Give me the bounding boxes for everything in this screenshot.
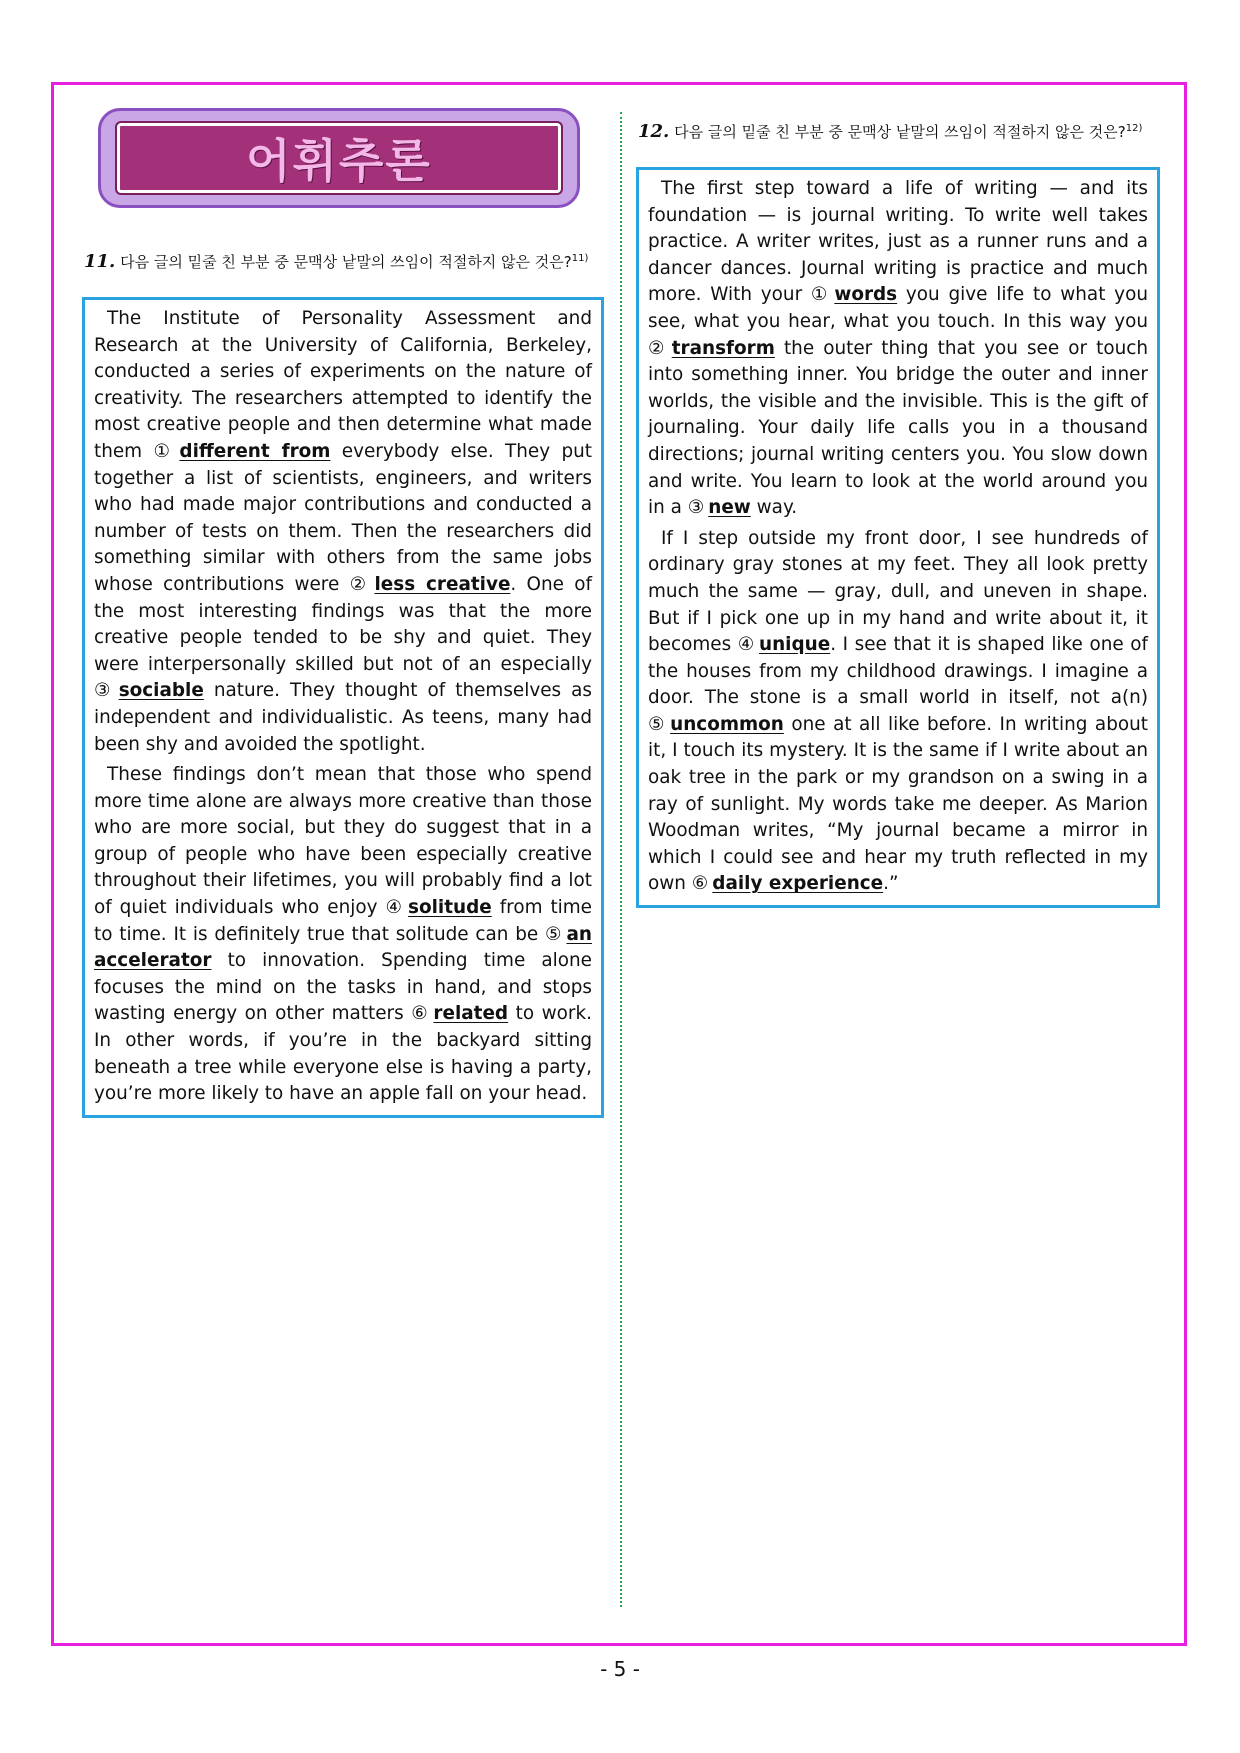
passage-text: to work. In other words, if you’re in the backyard sitting beneath a tree while everyone else is having a party, you’re more likely to have an apple fall on your head. [94,1003,592,1105]
question-11-prompt [84,248,604,273]
underlined-choice[interactable]: transform [671,337,775,359]
underlined-choice[interactable]: uncommon [670,713,784,735]
passage-text: .” [883,873,899,895]
choice-marker: ⑥ [411,1003,430,1025]
choice-marker: ① [810,284,831,306]
underlined-choice[interactable]: words [834,284,898,306]
passage-text: the outer thing that you see or touch into something inner. You bridge the outer and inner worlds, the visible and the invisible. This is the gift of journaling. Your daily life calls you in a thousand directions; journal writing centers you. You slow down and write. You learn to look at the world around you in a [648,337,1148,519]
choice-marker: ⑥ [691,873,709,895]
choice-marker: ④ [385,897,405,919]
passage-text: . I see that it is shaped like one of the houses from my childhood drawings. I imagine a door. The stone is a small world in itself, not a(n) [648,634,1148,709]
footnote-ref: 11) [571,253,589,264]
passage-text: you give life to what you see, what you hear, what you touch. In this way you [648,284,1148,332]
underlined-choice[interactable]: related [433,1003,509,1025]
question-number: 11. [84,251,116,272]
choice-marker: ⑤ [648,713,667,735]
passage-text: one at all like before. In writing about it, I touch its mystery. It is the same if I write about an oak tree in the park or my grandson on a swing in a ray of sunlight. My words take me deeper. As Marion Woodman writes, “My journal became a mirror in which I could see and hear my truth reflected in my own [648,713,1148,895]
underlined-choice[interactable]: different from [179,440,331,462]
underlined-choice[interactable]: solitude [408,897,492,919]
question-text: 다음 글의 밑줄 친 부분 중 문맥상 낱말의 쓰임이 적절하지 않은 것은? [120,253,572,271]
passage-text: . One of the most interesting findings was that the more creative people tended to be shy and quiet. They were interpersonally skilled but not of an especially [94,573,593,675]
choice-marker: ② [648,337,668,359]
underlined-choice[interactable]: sociable [118,680,204,702]
question-11-passage [82,297,604,1118]
underlined-choice[interactable]: daily experience [712,873,884,895]
passage-text: from time to time. It is definitely true that solitude can be [94,897,592,945]
passage-text: The first step toward a life of writing — and its foundation — is journal writing. To write well takes practice. A writer writes, just as a runner runs and a dancer dances. Journal writing is practice and much more. With your [648,178,1148,306]
choice-marker: ② [349,573,371,595]
passage-paragraph [94,762,592,1108]
question-12-prompt [638,118,1168,143]
underlined-choice[interactable]: unique [758,634,831,656]
choice-marker: ③ [94,680,115,702]
section-title-inner [117,123,561,193]
passage-text: If I step outside my front door, I see hundreds of ordinary gray stones at my feet. They all look pretty much the same — gray, dull, and uneven in shape. But if I pick one up in my hand and write about it, it becomes [648,527,1148,656]
passage-paragraph [94,306,592,758]
passage-text: to innovation. Spending time alone focuses the mind on the tasks in hand, and stops wasting energy on other matters [94,950,592,1025]
page-number: - 5 - [600,1657,640,1681]
section-title: 어휘추론 [246,134,432,188]
section-title-badge [98,108,580,208]
choice-marker: ① [153,440,176,462]
passage-text: The Institute of Personality Assessment and Research at the University of California, Berkeley, conducted a series of experiments on the nature of creativity. The researchers attempted to identify the most creative people and then determine what made them [94,308,592,462]
passage-text: everybody else. They put together a list of scientists, engineers, and writers who had made major contributions and conducted a number of tests on them. Then the researchers did something similar with others from the same jobs whose contributions were [94,440,592,595]
underlined-choice[interactable]: less creative [374,573,511,595]
passage-paragraph [648,176,1148,522]
passage-text: These findings don’t mean that those who spend more time alone are always more creative than those who are more social, but they do suggest that in a group of people who have been especially creative throughout their lifetimes, you will probably find a lot of quiet individuals who enjoy [94,764,592,919]
choice-marker: ⑤ [545,923,563,945]
passage-text: nature. They thought of themselves as independent and individualistic. As teens, many had been shy and avoided the spotlight. [94,680,592,755]
question-text: 다음 글의 밑줄 친 부분 중 문맥상 낱말의 쓰임이 적절하지 않은 것은? [674,123,1126,141]
passage-text: way. [750,497,798,519]
question-12-passage [636,167,1160,908]
choice-marker: ④ [737,634,755,656]
passage-paragraph [648,526,1148,898]
choice-marker: ③ [687,497,705,519]
question-number: 12. [638,121,670,142]
underlined-choice[interactable]: new [708,497,751,519]
underlined-choice[interactable]: an accelerator [94,923,592,972]
footnote-ref: 12) [1125,123,1143,134]
column-divider [620,112,622,1607]
